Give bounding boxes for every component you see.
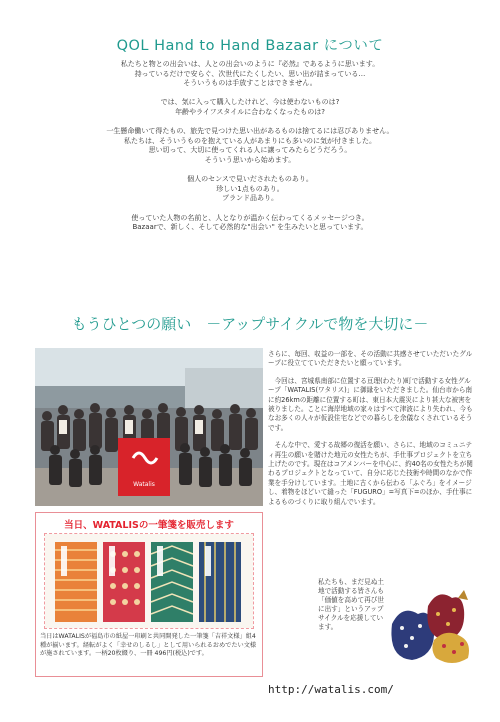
group-photo xyxy=(35,348,263,506)
intro-line: 個人のセンスで見いだされたものあり。 xyxy=(187,175,313,184)
intro-line: Bazaarで、新しく、そして必然的な"出会い" を生みたいと思っています。 xyxy=(132,223,368,232)
bazaar-caption: 当日はWATALISが福島市の紙屋一印刷と共同開発した一筆箋「吉祥文様」組4種が揃います。経転がよく「幸せのしるし」として用いられるおめでたい文様が施されています。一柄20枚綴り、一冊 496円(税込)です。 xyxy=(40,633,257,658)
body-paragraph: そんな中で、愛する故郷の復活を願い、さらに、地域のコミュニティ再生の願いを賭けた地元の女性たちが、手仕事プロジェクトを立ち上げたのです。現在はコアメンバーを中心に、約40名の女性たちが関わるプロジェクトとなっていて、自分に応じた技術や時間のなかで作業を手分けしています。土地に古くから伝わる「ふぐろ」をイメージし、着物をほどいて縫った「FUGURO」=写真下=のほか、手仕事によるものづくりに取り組んでいます。 xyxy=(268,441,473,506)
intro-line xyxy=(60,204,440,214)
intro-line: 珍しい1点ものあり。 xyxy=(216,184,284,193)
fuguro-pouch-photo xyxy=(384,584,476,668)
section-title: もうひとつの願い －アップサイクルで物を大切に－ xyxy=(71,315,429,333)
bazaar-notice-box xyxy=(35,512,263,677)
intro-line: 私たちは、そういうものを抱えている人があまりにも多いのに気が付きました。 xyxy=(124,136,376,145)
intro-line: では、気に入って購入したけれど、今は使わないものは? xyxy=(160,98,340,107)
body-paragraph: 今回は、宮城県南部に位置する亘理(わたり)町で活動する女性グループ「WATALIS(ワタリス)」に御縁をいただきました。仙台市から南に約26kmの距離に位置する町は、東日本大震災により甚大な被害を被りました。ことに海岸地域の家々はすべて津波により失われ、今もなお多くの人々が仮設住宅などでの暮らしを余儀なくされているそうです。 xyxy=(268,376,473,432)
intro-line: 一生懸命働いて得たもの、旅先で見つけた思い出があるものは捨てるには忍びありません。 xyxy=(106,127,394,136)
intro-line: 思い切って、大切に使ってくれる人に譲ってみたらどうだろう。 xyxy=(148,146,352,155)
intro-line xyxy=(60,118,440,128)
page-title: QOL Hand to Hand Bazaar について xyxy=(116,38,384,54)
bazaar-title: 当日、WATALISの一筆箋を販売します xyxy=(64,520,234,531)
body-paragraph: さらに、毎回、収益の一部を、その活動に共感させていただいたグループに役立てていただきたいと願っています。 xyxy=(268,350,473,368)
intro-line xyxy=(60,89,440,99)
intro-line: そういう思いから始めます。 xyxy=(204,155,296,164)
intro-line: 持っているだけで安らぐ、次世代にたくしたい、思い出が詰まっている… xyxy=(134,69,366,78)
letter-pad-images xyxy=(44,533,254,629)
right-column-text xyxy=(268,350,474,515)
intro-line: ブランド品あり。 xyxy=(222,194,278,203)
intro-text xyxy=(60,60,440,233)
intro-line: 使っていた人物の名前と、人となりが温かく伝わってくるメッセージつき。 xyxy=(131,213,369,222)
intro-line: 私たちと物との出会いは、人との出会いのように『必然』であるように思います。 xyxy=(120,60,380,68)
svg-text:Watalis: Watalis xyxy=(133,481,155,488)
intro-line xyxy=(60,166,440,176)
website-link[interactable]: http://watalis.com/ xyxy=(268,683,394,696)
upcycle-note: 私たちも、まだ見ぬ土地で活動する皆さんも「価値を高めて再び世に出す」というアップサイクルを応援しています。 xyxy=(318,578,384,631)
intro-line: 年齢やライフスタイルに合わなくなったものは? xyxy=(175,107,325,116)
intro-line: そういうものは手放すことはできません。 xyxy=(183,79,317,88)
